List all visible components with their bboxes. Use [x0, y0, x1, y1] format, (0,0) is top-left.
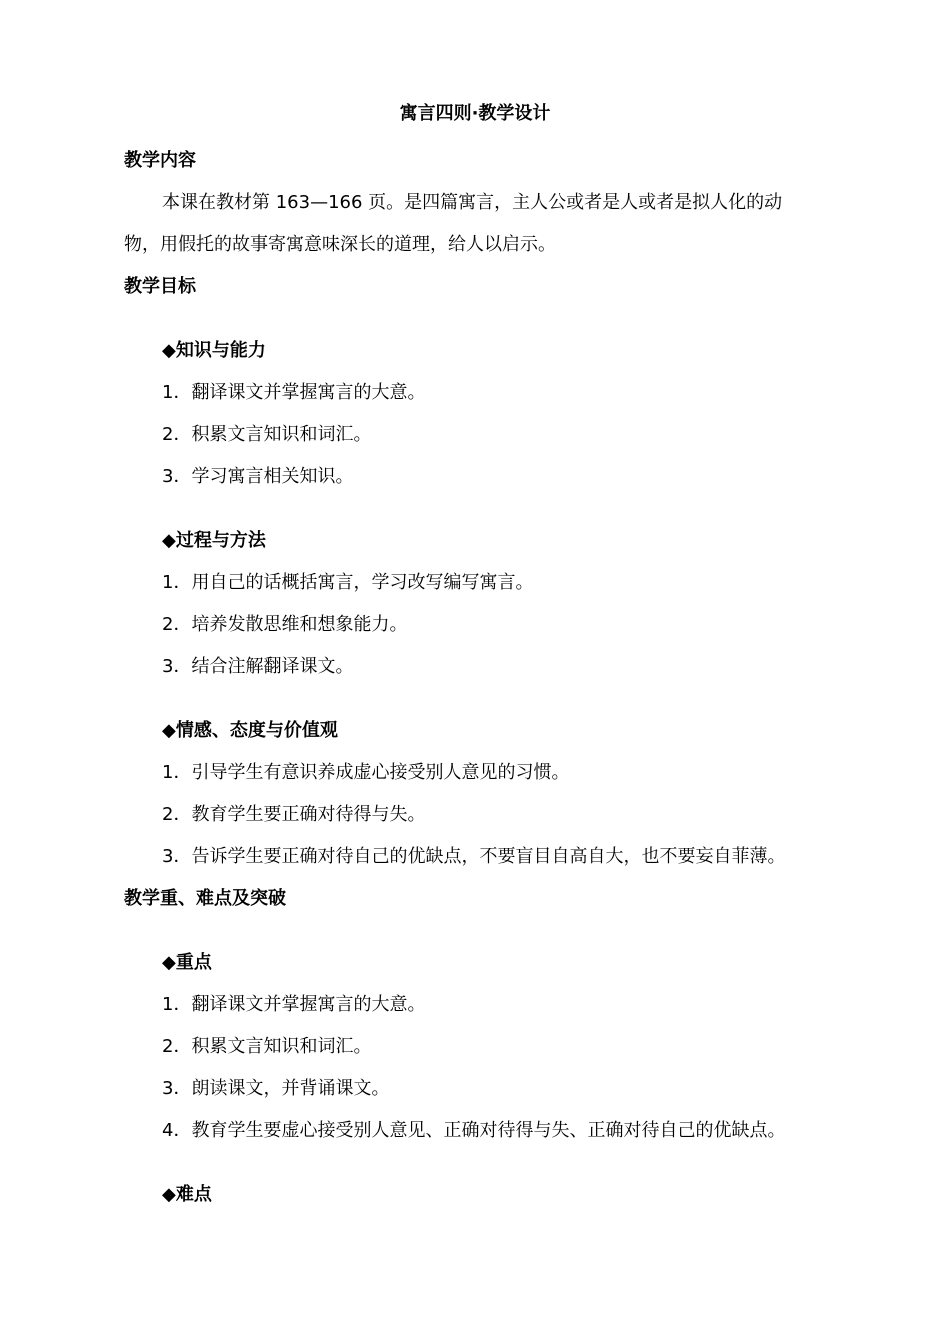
- list-item: 3．告诉学生要正确对待自己的优缺点，不要盲目自高自大，也不要妄自菲薄。: [162, 846, 786, 867]
- section-heading-goals: 教学目标: [124, 276, 196, 297]
- list-item: 4．教育学生要虚心接受别人意见、正确对待得与失、正确对待自己的优缺点。: [162, 1120, 786, 1141]
- paragraph-line: 本课在教材第 163—166 页。是四篇寓言，主人公或者是人或者是拟人化的动: [162, 192, 783, 213]
- list-item: 2．积累文言知识和词汇。: [162, 1036, 372, 1057]
- list-item: 3．朗读课文，并背诵课文。: [162, 1078, 390, 1099]
- list-item: 2．培养发散思维和想象能力。: [162, 614, 408, 635]
- list-item: 1．翻译课文并掌握寓言的大意。: [162, 382, 426, 403]
- list-item: 1．翻译课文并掌握寓言的大意。: [162, 994, 426, 1015]
- paragraph-line: 物，用假托的故事寄寓意味深长的道理，给人以启示。: [124, 234, 556, 255]
- list-item: 1．引导学生有意识养成虚心接受别人意见的习惯。: [162, 762, 570, 783]
- subheading-process: ◆过程与方法: [162, 530, 266, 551]
- subheading-focus: ◆重点: [162, 952, 212, 973]
- section-heading-keypoints: 教学重、难点及突破: [124, 888, 286, 909]
- list-item: 1．用自己的话概括寓言，学习改写编写寓言。: [162, 572, 534, 593]
- subheading-emotion: ◆情感、态度与价值观: [162, 720, 338, 741]
- list-item: 3．结合注解翻译课文。: [162, 656, 354, 677]
- subheading-knowledge: ◆知识与能力: [162, 340, 266, 361]
- list-item: 2．教育学生要正确对待得与失。: [162, 804, 426, 825]
- page-title: 寓言四则·教学设计: [399, 103, 551, 124]
- section-heading-content: 教学内容: [124, 150, 196, 171]
- list-item: 2．积累文言知识和词汇。: [162, 424, 372, 445]
- list-item: 3．学习寓言相关知识。: [162, 466, 354, 487]
- subheading-difficulty: ◆难点: [162, 1184, 212, 1205]
